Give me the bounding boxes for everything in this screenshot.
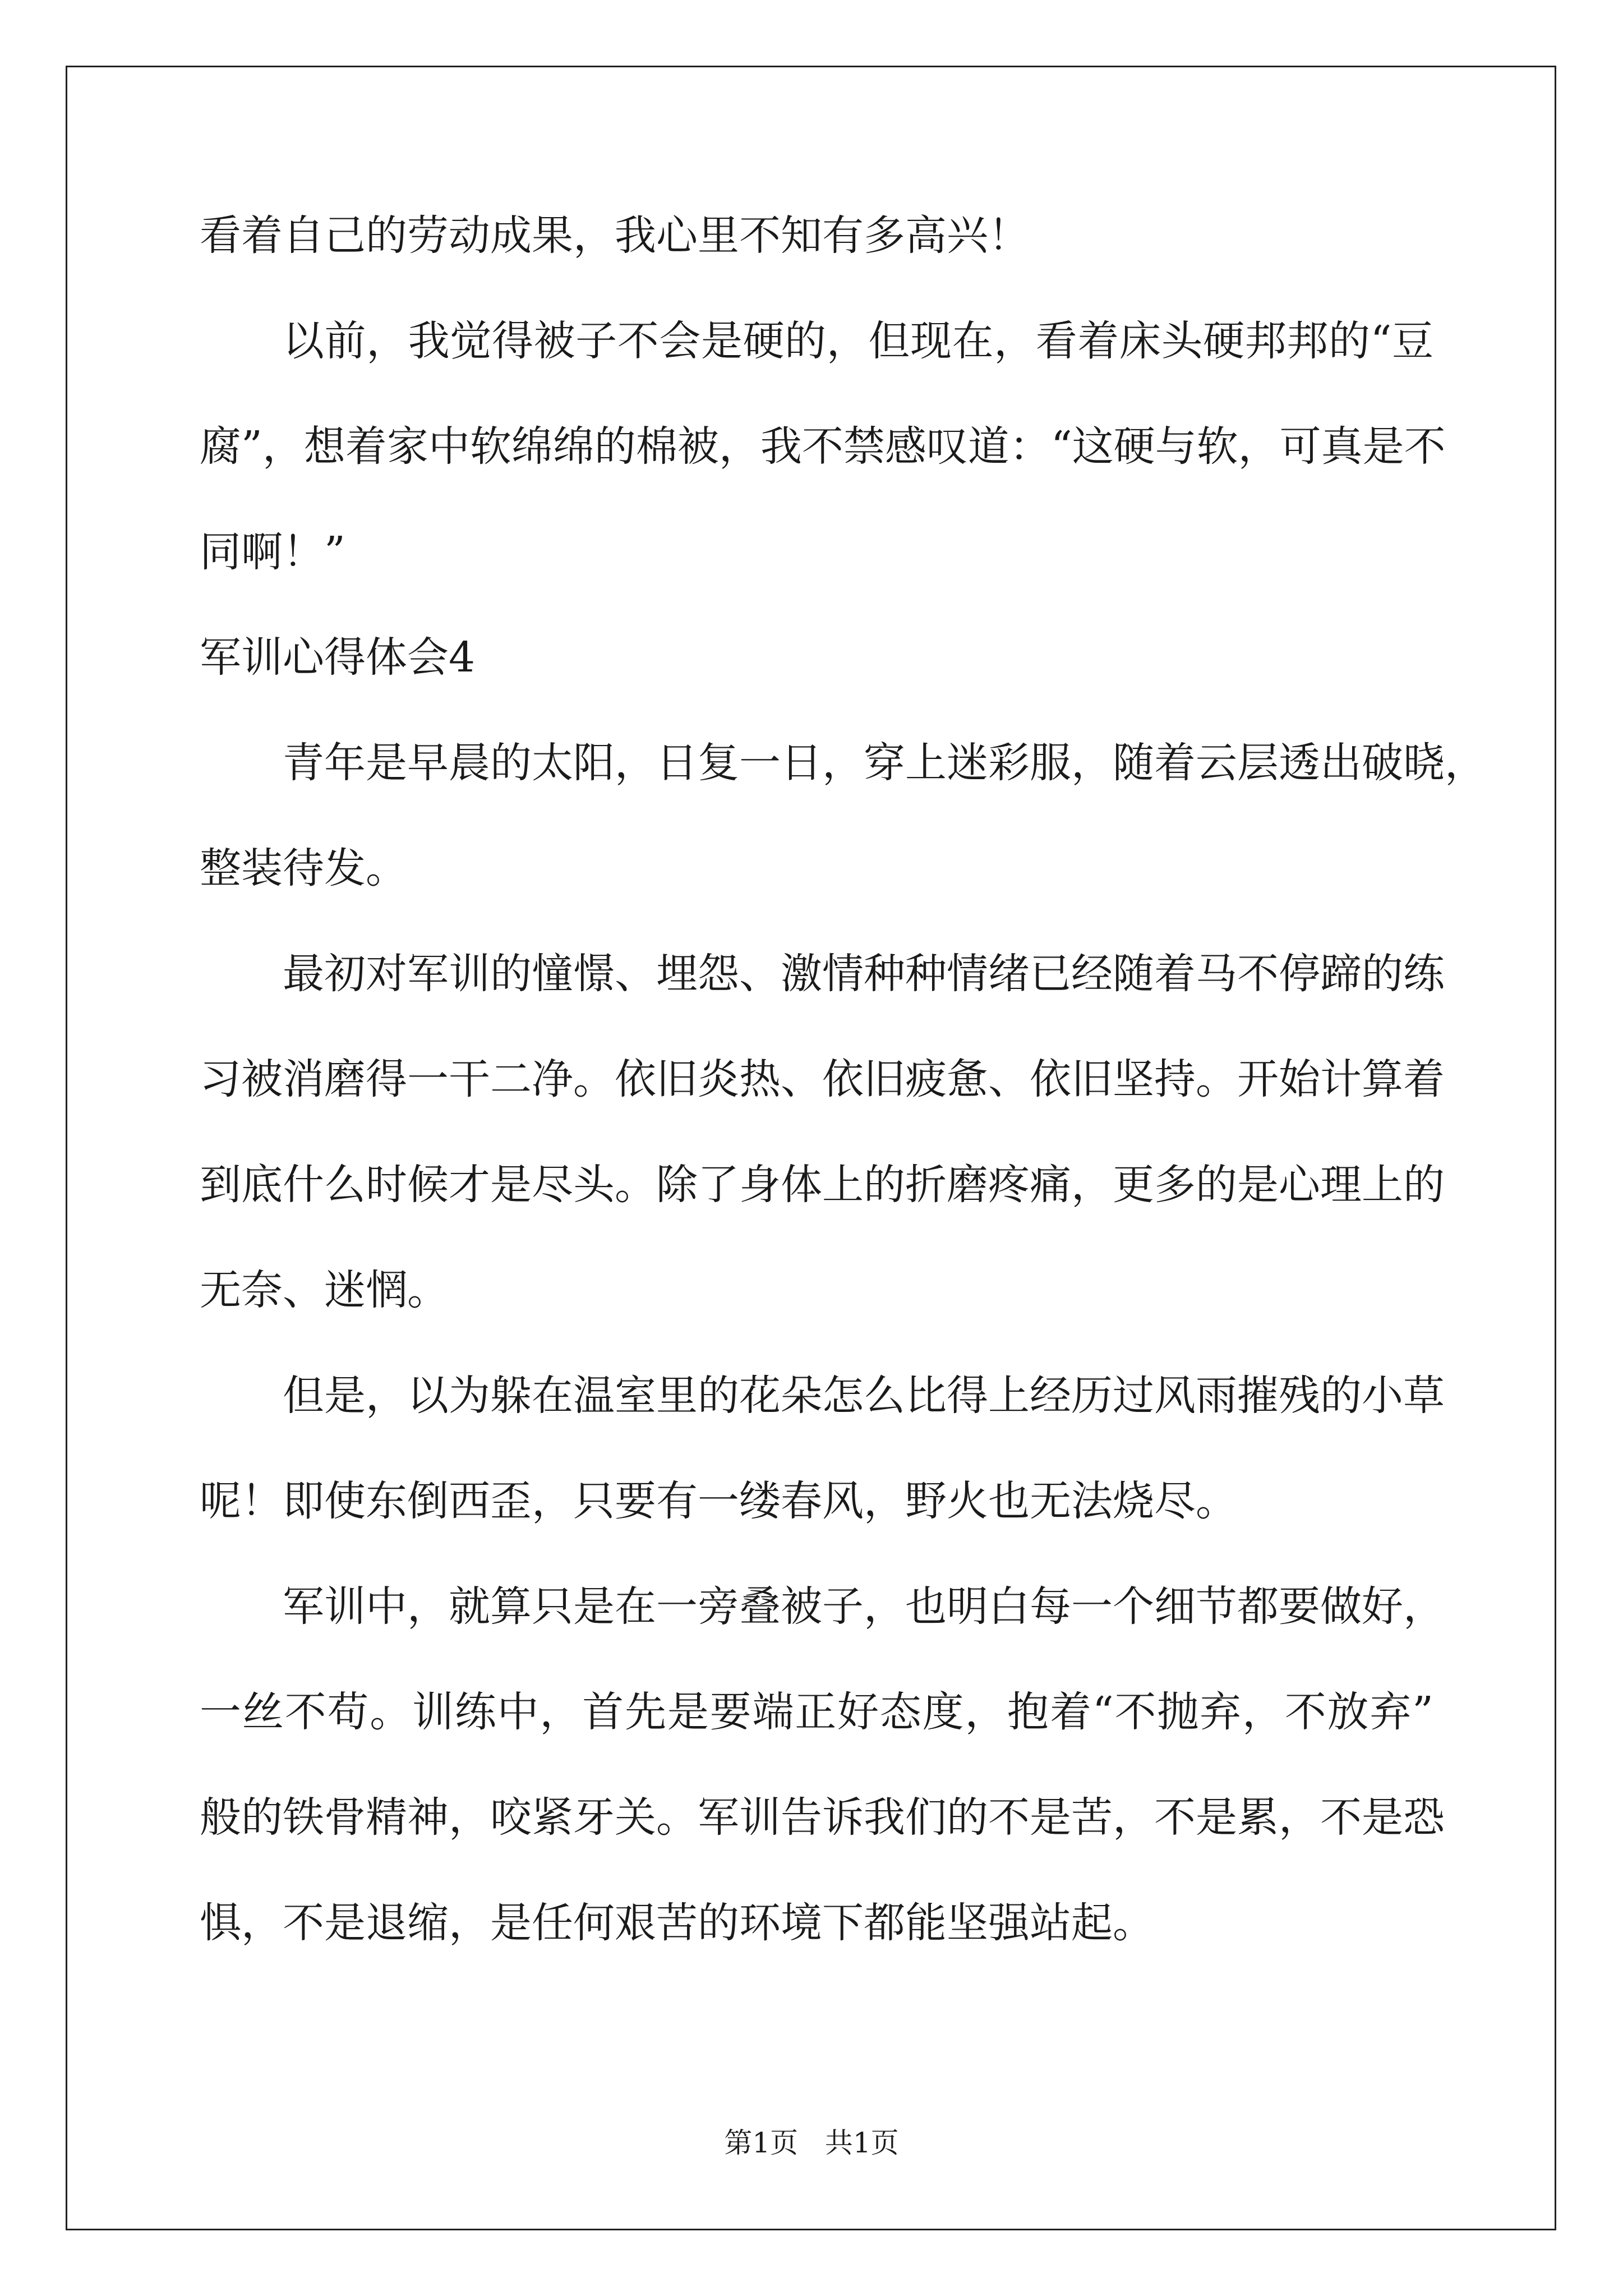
text-line: 最初对军训的憧憬、埋怨、激情种种情绪已经随着马不停蹄的练: [283, 950, 1445, 998]
page-footer: 第1页 共1页: [724, 2127, 899, 2159]
text-line: 腐”，想着家中软绵绵的棉被，我不禁感叹道：“这硬与软，可真是不: [200, 422, 1446, 471]
text-line: 习被消磨得一干二净。依旧炎热、依旧疲惫、依旧坚持。开始计算着: [200, 1055, 1445, 1103]
text-line: 惧，不是退缩，是任何艰苦的环境下都能坚强站起。: [200, 1899, 1154, 1947]
text-line: 同啊！”: [200, 528, 345, 576]
text-line: 但是，以为躲在温室里的花朵怎么比得上经历过风雨摧残的小草: [283, 1372, 1445, 1420]
text-line: 一丝不苟。训练中，首先是要端正好态度，抱着“不抛弃，不放弃”: [200, 1688, 1433, 1736]
section-heading: 军训心得体会4: [200, 633, 476, 682]
text-line: 军训中，就算只是在一旁叠被子，也明白每一个细节都要做好，: [283, 1582, 1445, 1631]
text-line: 整装待发。: [200, 844, 407, 892]
text-line: 以前，我觉得被子不会是硬的，但现在，看着床头硬邦邦的“豆: [283, 317, 1433, 365]
text-line: 看着自己的劳动成果，我心里不知有多高兴！: [200, 211, 1030, 260]
text-line: 青年是早晨的太阳，日复一日，穿上迷彩服，随着云层透出破晓，: [283, 739, 1486, 787]
text-line: 般的铁骨精神，咬紧牙关。军训告诉我们的不是苦，不是累，不是恐: [200, 1793, 1445, 1842]
text-line: 无奈、迷惘。: [200, 1266, 449, 1314]
text-line: 呢！即使东倒西歪，只要有一缕春风，野火也无法烧尽。: [200, 1477, 1237, 1525]
text-line: 到底什么时候才是尽头。除了身体上的折磨疼痛，更多的是心理上的: [200, 1161, 1445, 1209]
